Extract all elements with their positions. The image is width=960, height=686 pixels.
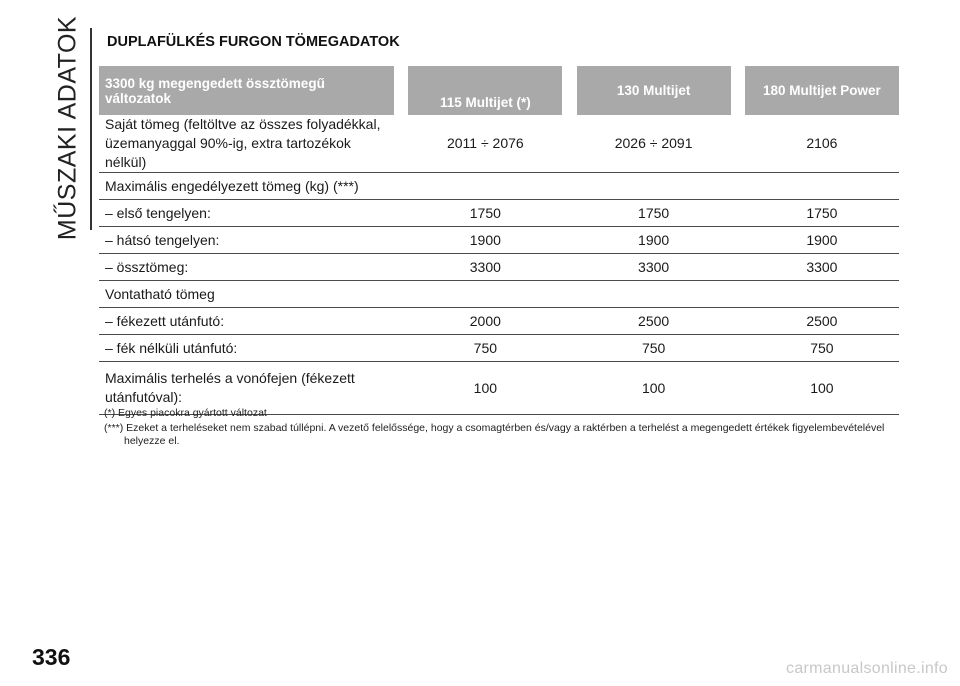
table-row: – hátsó tengelyen: 1900 1900 1900	[99, 227, 899, 254]
header-variant: 3300 kg megengedett össztömegű változatok	[99, 66, 394, 115]
table-row: – össztömeg: 3300 3300 3300	[99, 254, 899, 281]
table-row: Maximális terhelés a vonófejen (fékezett utánfutóval): 100 100 100	[99, 362, 899, 415]
weights-table	[99, 66, 899, 415]
section-side-title: MŰSZAKI ADATOK	[53, 15, 82, 241]
header-130-multijet: 130 Multijet	[577, 66, 731, 115]
table-row: Maximális engedélyezett tömeg (kg) (***)	[99, 173, 899, 200]
watermark: carmanualsonline.info	[786, 660, 948, 677]
side-divider	[90, 28, 92, 230]
header-115-multijet: 115 Multijet (*)	[408, 66, 562, 115]
table-header-row	[99, 66, 899, 115]
table-row: – első tengelyen: 1750 1750 1750	[99, 200, 899, 227]
footnote-2: (***) Ezeket a terheléseket nem szabad túllépni. A vezető felelőssége, hogy a csomagtérben és/vagy a raktérben a terhelést a megengedett értékek figyelembevételével helyezze el.	[104, 422, 885, 447]
page-number: 336	[32, 644, 71, 670]
section-title: DUPLAFÜLKÉS FURGON TÖMEGADATOK	[107, 34, 400, 50]
header-180-multijet-power: 180 Multijet Power	[745, 66, 899, 115]
table-row: – fékezett utánfutó: 2000 2500 2500	[99, 308, 899, 335]
table-row: Saját tömeg (feltöltve az összes folyadékkal, üzemanyaggal 90%-ig, extra tartozékok nélkül) 2011 ÷ 2076 2026 ÷ 2091 2106	[99, 115, 899, 173]
footnote-1: (*) Egyes piacokra gyártott változat	[104, 407, 267, 419]
table-row: Vontatható tömeg	[99, 281, 899, 308]
table-row: – fék nélküli utánfutó: 750 750 750	[99, 335, 899, 362]
footnotes	[104, 407, 904, 450]
